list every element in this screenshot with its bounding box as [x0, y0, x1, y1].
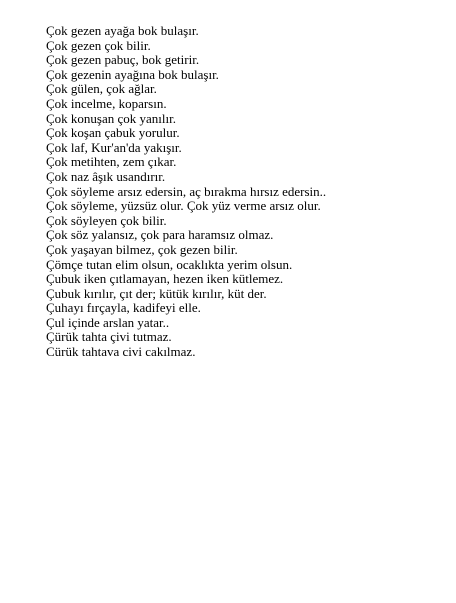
- proverb-line: Çok söyleyen çok bilir.: [46, 212, 167, 228]
- proverb-line: Çok söz yalansız, çok para haramsız olmaz.: [46, 227, 274, 243]
- proverb-line: Çok naz âşık usandırır.: [46, 168, 166, 184]
- proverb-line: Çok koşan çabuk yorulur.: [46, 125, 180, 141]
- proverb-list: [46, 24, 446, 360]
- proverb-line: Çok gezenin ayağına bok bulaşır.: [46, 66, 219, 82]
- proverb-line: Çok gezen pabuç, bok getirir.: [46, 52, 200, 68]
- proverb-line: Çok laf, Kur'an'da yakışır.: [46, 139, 182, 155]
- proverb-line: Çok metihten, zem çıkar.: [46, 154, 177, 170]
- proverb-line: Çok incelme, koparsın.: [46, 95, 167, 111]
- proverb-line: Çürük tahta çivi tutmaz.: [46, 329, 172, 345]
- proverb-line: Cürük tahtava civi cakılmaz.: [46, 344, 196, 360]
- proverb-line: Çok gezen ayağa bok bulaşır.: [46, 23, 199, 38]
- proverb-line: Çok gezen çok bilir.: [46, 37, 151, 53]
- proverb-line: Çok yaşayan bilmez, çok gezen bilir.: [46, 241, 238, 257]
- proverb-line: Çuhayı fırçayla, kadifeyi elle.: [46, 300, 201, 316]
- proverb-line: Çok gülen, çok ağlar.: [46, 81, 157, 97]
- proverb-line: Çok konuşan çok yanılır.: [46, 110, 176, 126]
- proverb-line: Çubuk kırılır, çıt der; kütük kırılır, küt der.: [46, 285, 267, 301]
- proverb-line: Çömçe tutan elim olsun, ocaklıkta yerim olsun.: [46, 256, 293, 272]
- proverb-line: Çok söyleme arsız edersin, aç bırakma hırsız edersin..: [46, 183, 327, 199]
- proverb-line: Çok söyleme, yüzsüz olur. Çok yüz verme arsız olur.: [46, 198, 321, 214]
- proverb-line: Çul içinde arslan yatar..: [46, 314, 170, 330]
- proverb-line: Çubuk iken çıtlamayan, hezen iken kütlemez.: [46, 271, 284, 287]
